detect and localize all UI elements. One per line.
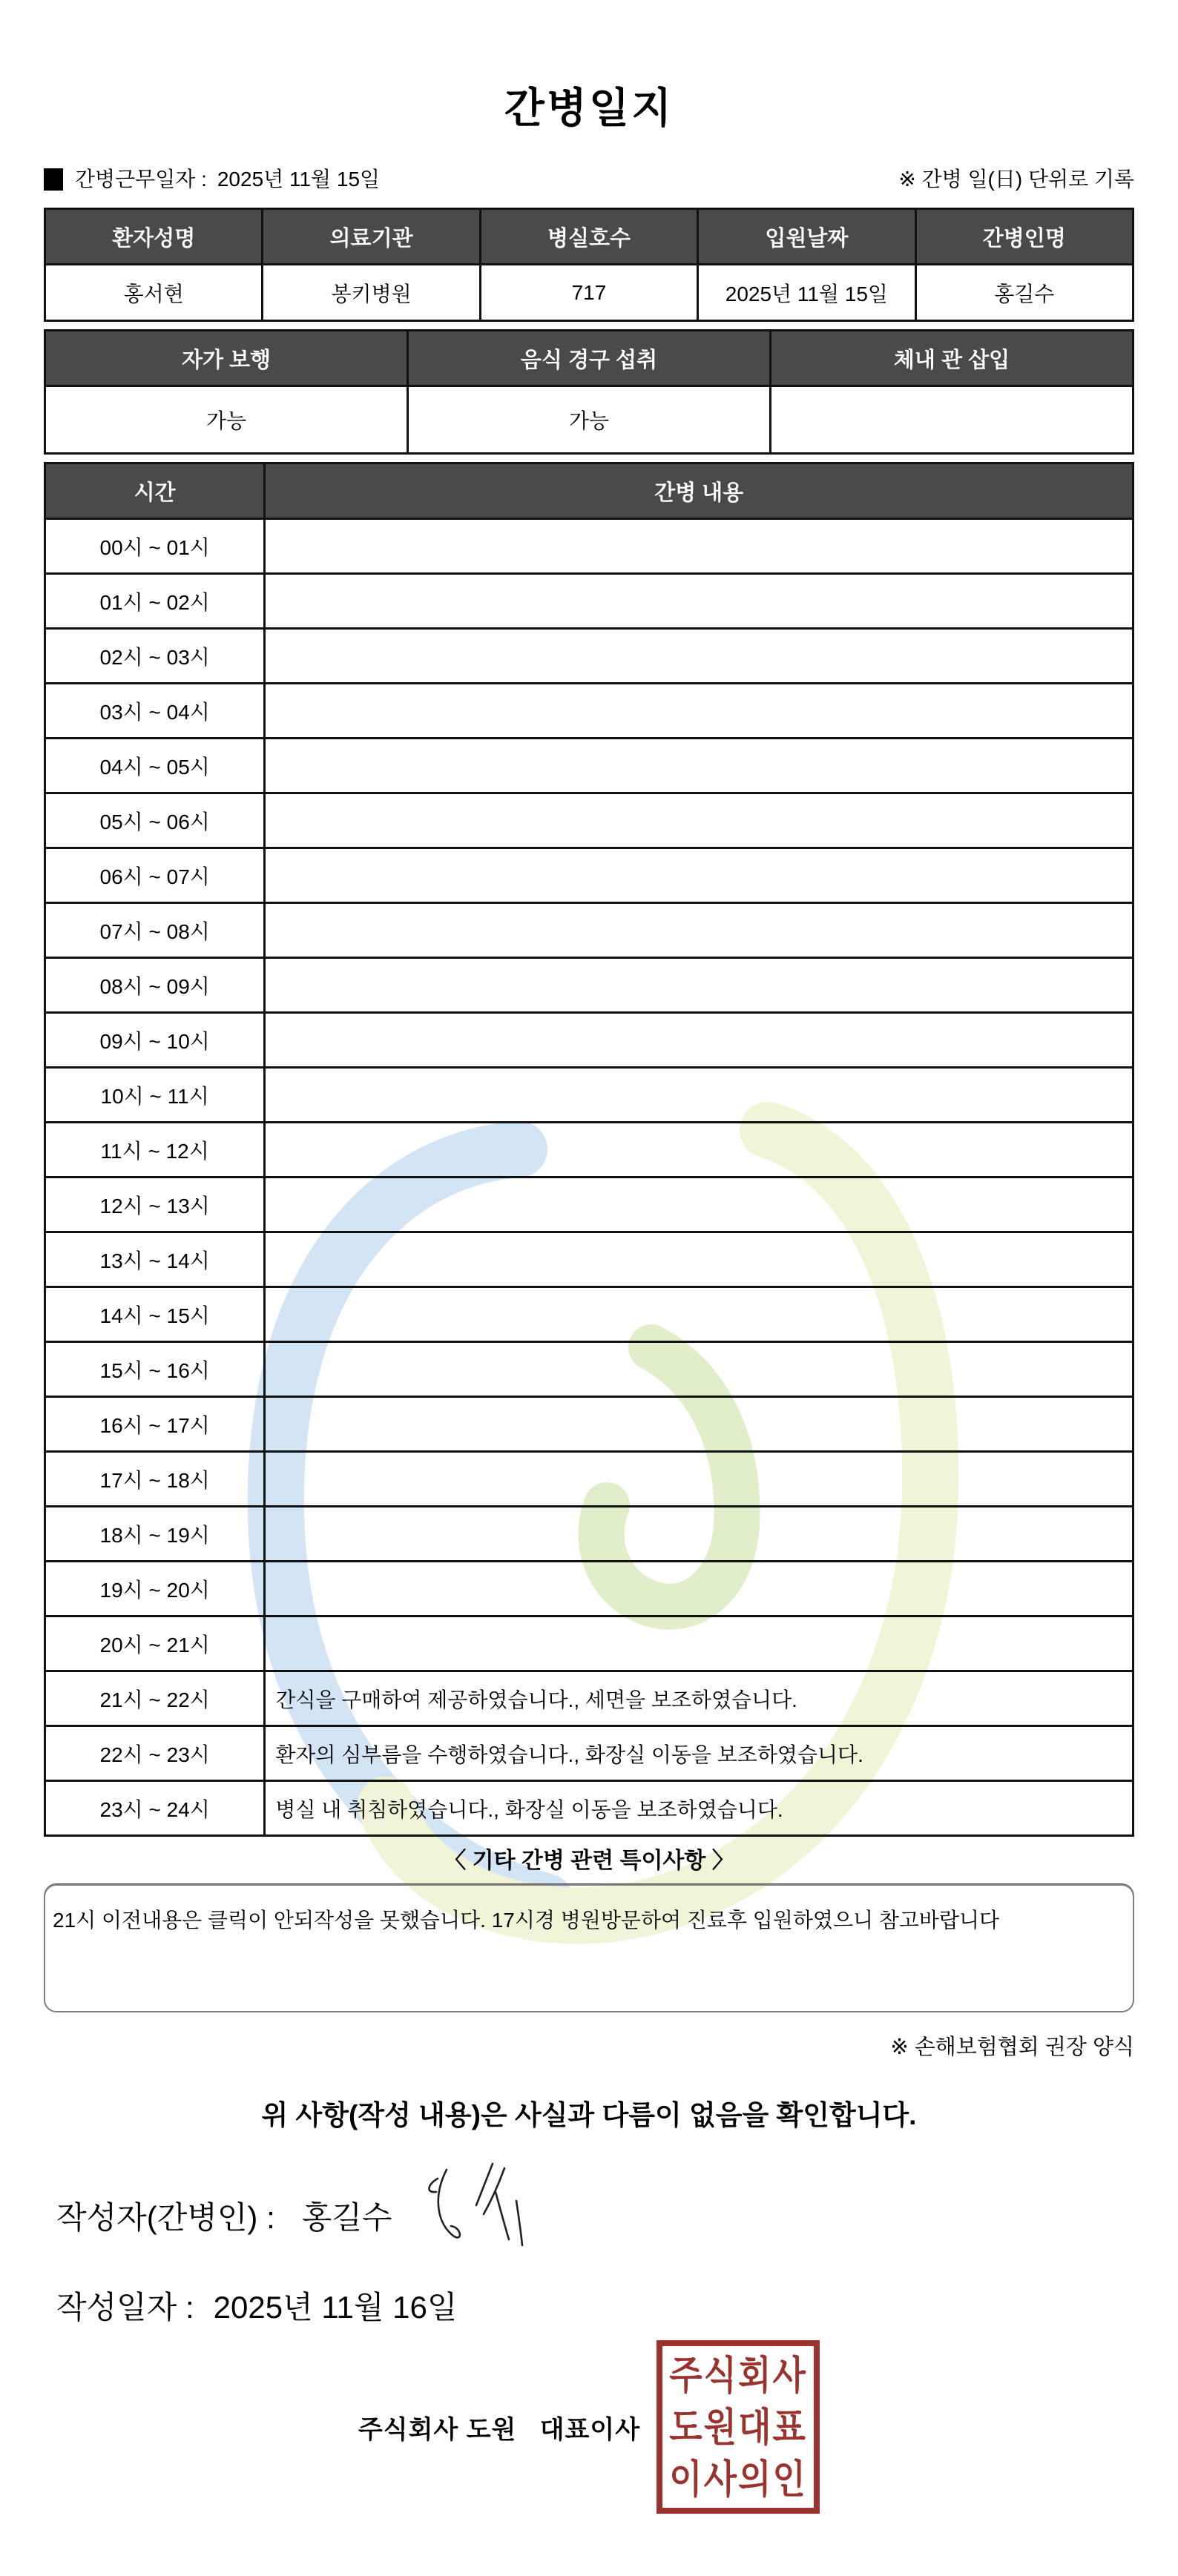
care-row	[45, 1123, 1133, 1178]
writer-line	[56, 2174, 1134, 2262]
written-date-value: 2025년 11월 16일	[213, 2290, 458, 2325]
written-date-line	[56, 2287, 1134, 2328]
care-log-header-row	[45, 463, 1133, 519]
status-value-row	[45, 386, 1133, 454]
patient-value-row	[45, 265, 1133, 321]
care-content-cell	[265, 958, 1133, 1013]
care-time-cell: 20시 ~ 21시	[45, 1616, 265, 1671]
care-content-cell	[265, 1013, 1133, 1068]
status-header-cell: 체내 관 삽입	[771, 331, 1133, 386]
care-content-cell	[265, 574, 1133, 629]
work-date-line	[44, 165, 380, 194]
care-time-cell: 17시 ~ 18시	[45, 1452, 265, 1507]
care-time-cell: 06시 ~ 07시	[45, 848, 265, 903]
care-content-cell	[265, 1232, 1133, 1287]
care-time-cell: 09시 ~ 10시	[45, 1013, 265, 1068]
care-content-cell	[265, 684, 1133, 739]
writer-label: 작성자(간병인) :	[56, 2200, 275, 2235]
care-time-cell: 15시 ~ 16시	[45, 1342, 265, 1397]
care-row	[45, 1781, 1133, 1836]
care-time-cell: 18시 ~ 19시	[45, 1507, 265, 1562]
writer-name: 홍길수	[301, 2200, 392, 2235]
care-row	[45, 1232, 1133, 1287]
patient-header-cell: 입원날짜	[698, 209, 915, 265]
care-row	[45, 903, 1133, 958]
caregiver-name-cell: 홍길수	[915, 265, 1133, 321]
care-time-cell: 04시 ~ 05시	[45, 739, 265, 793]
patient-header-cell: 환자성명	[45, 209, 263, 265]
care-row	[45, 519, 1133, 574]
care-time-cell: 11시 ~ 12시	[45, 1123, 265, 1178]
hospital-cell: 봉키병원	[263, 265, 480, 321]
unit-note: ※ 간병 일(日) 단위로 기록	[898, 168, 1134, 191]
patient-header-cell: 의료기관	[263, 209, 480, 265]
care-log-body	[45, 519, 1133, 1836]
care-time-cell: 01시 ~ 02시	[45, 574, 265, 629]
care-row	[45, 1452, 1133, 1507]
page-title: 간병일지	[504, 85, 674, 131]
care-content-cell	[265, 739, 1133, 793]
care-row	[45, 1068, 1133, 1123]
company-seal-row	[44, 2340, 1134, 2514]
care-row	[45, 1671, 1133, 1726]
seal-text-line: 주식회사	[669, 2353, 807, 2397]
care-row	[45, 793, 1133, 848]
company-name: 주식회사 도원 대표이사	[358, 2415, 641, 2444]
care-content-cell	[265, 1616, 1133, 1671]
work-date-value: 2025년 11월 15일	[217, 168, 381, 191]
patient-header-cell: 간병인명	[915, 209, 1133, 265]
care-time-cell: 03시 ~ 04시	[45, 684, 265, 739]
care-row	[45, 1342, 1133, 1397]
care-time-cell: 22시 ~ 23시	[45, 1726, 265, 1781]
written-date-label: 작성일자 :	[56, 2290, 194, 2325]
care-row	[45, 848, 1133, 903]
care-content-cell	[265, 1342, 1133, 1397]
care-log-table	[44, 462, 1134, 1837]
seal-text-line: 이사의인	[669, 2457, 807, 2501]
care-row	[45, 1013, 1133, 1068]
care-row	[45, 1562, 1133, 1616]
work-date-label: 간병근무일자 :	[75, 168, 207, 191]
care-row	[45, 739, 1133, 793]
care-time-cell: 23시 ~ 24시	[45, 1781, 265, 1836]
notes-heading: 〈 기타 간병 관련 특이사항 〉	[444, 1849, 734, 1873]
care-content-cell	[265, 1562, 1133, 1616]
care-row	[45, 574, 1133, 629]
care-content-cell	[265, 1123, 1133, 1178]
care-row	[45, 958, 1133, 1013]
care-time-cell: 13시 ~ 14시	[45, 1232, 265, 1287]
care-time-cell: 02시 ~ 03시	[45, 629, 265, 684]
notes-box	[44, 1884, 1134, 2012]
care-content-cell	[265, 1287, 1133, 1342]
content-column-header: 간병 내용	[265, 463, 1133, 519]
care-content-cell	[265, 519, 1133, 574]
care-content-cell: 간식을 구매하여 제공하였습니다., 세면을 보조하였습니다.	[265, 1671, 1133, 1726]
info-row	[44, 165, 1134, 194]
care-time-cell: 21시 ~ 22시	[45, 1671, 265, 1726]
status-header-cell: 음식 경구 섭취	[408, 331, 771, 386]
care-content-cell	[265, 1452, 1133, 1507]
form-note: ※ 손해보험협회 권장 양식	[890, 2035, 1134, 2059]
care-time-cell: 00시 ~ 01시	[45, 519, 265, 574]
self-walking-cell: 가능	[45, 386, 408, 454]
care-row	[45, 1287, 1133, 1342]
room-number-cell: 717	[480, 265, 697, 321]
square-bullet-icon	[44, 168, 63, 191]
care-content-cell	[265, 629, 1133, 684]
patient-info-table	[44, 208, 1134, 322]
corporate-seal-stamp	[657, 2340, 820, 2514]
care-content-cell	[265, 848, 1133, 903]
seal-text-line: 도원대표	[669, 2405, 807, 2449]
status-header-row	[45, 331, 1133, 386]
care-time-cell: 16시 ~ 17시	[45, 1397, 265, 1452]
care-content-cell	[265, 1397, 1133, 1452]
patient-name-cell: 홍서현	[45, 265, 263, 321]
care-content-cell	[265, 1068, 1133, 1123]
care-row	[45, 1616, 1133, 1671]
care-row	[45, 1397, 1133, 1452]
confirmation-statement: 위 사항(작성 내용)은 사실과 다름이 없음을 확인합니다.	[261, 2100, 917, 2130]
care-content-cell: 환자의 심부름을 수행하였습니다., 화장실 이동을 보조하였습니다.	[265, 1726, 1133, 1781]
care-row	[45, 629, 1133, 684]
care-time-cell: 19시 ~ 20시	[45, 1562, 265, 1616]
oral-intake-cell: 가능	[408, 386, 771, 454]
care-row	[45, 1507, 1133, 1562]
care-time-cell: 10시 ~ 11시	[45, 1068, 265, 1123]
care-content-cell	[265, 1178, 1133, 1232]
patient-header-cell: 병실호수	[480, 209, 697, 265]
patient-status-table	[44, 329, 1134, 455]
tube-insertion-cell	[771, 386, 1133, 454]
notes-content: 21시 이전내용은 클릭이 안되작성을 못했습니다. 17시경 병원방문하여 진료후 입원하였으니 참고바랍니다	[53, 1909, 1000, 1932]
care-time-cell: 12시 ~ 13시	[45, 1178, 265, 1232]
patient-header-row	[45, 209, 1133, 265]
care-content-cell	[265, 1507, 1133, 1562]
care-row	[45, 1178, 1133, 1232]
care-row	[45, 684, 1133, 739]
care-content-cell	[265, 903, 1133, 958]
status-header-cell: 자가 보행	[45, 331, 408, 386]
handwritten-signature	[424, 2162, 536, 2250]
care-time-cell: 07시 ~ 08시	[45, 903, 265, 958]
care-journal-document	[0, 83, 1178, 2514]
care-row	[45, 1726, 1133, 1781]
admission-date-cell: 2025년 11월 15일	[698, 265, 915, 321]
care-time-cell: 08시 ~ 09시	[45, 958, 265, 1013]
care-content-cell	[265, 793, 1133, 848]
care-time-cell: 05시 ~ 06시	[45, 793, 265, 848]
care-time-cell: 14시 ~ 15시	[45, 1287, 265, 1342]
time-column-header: 시간	[45, 463, 265, 519]
care-content-cell: 병실 내 취침하였습니다., 화장실 이동을 보조하였습니다.	[265, 1781, 1133, 1836]
